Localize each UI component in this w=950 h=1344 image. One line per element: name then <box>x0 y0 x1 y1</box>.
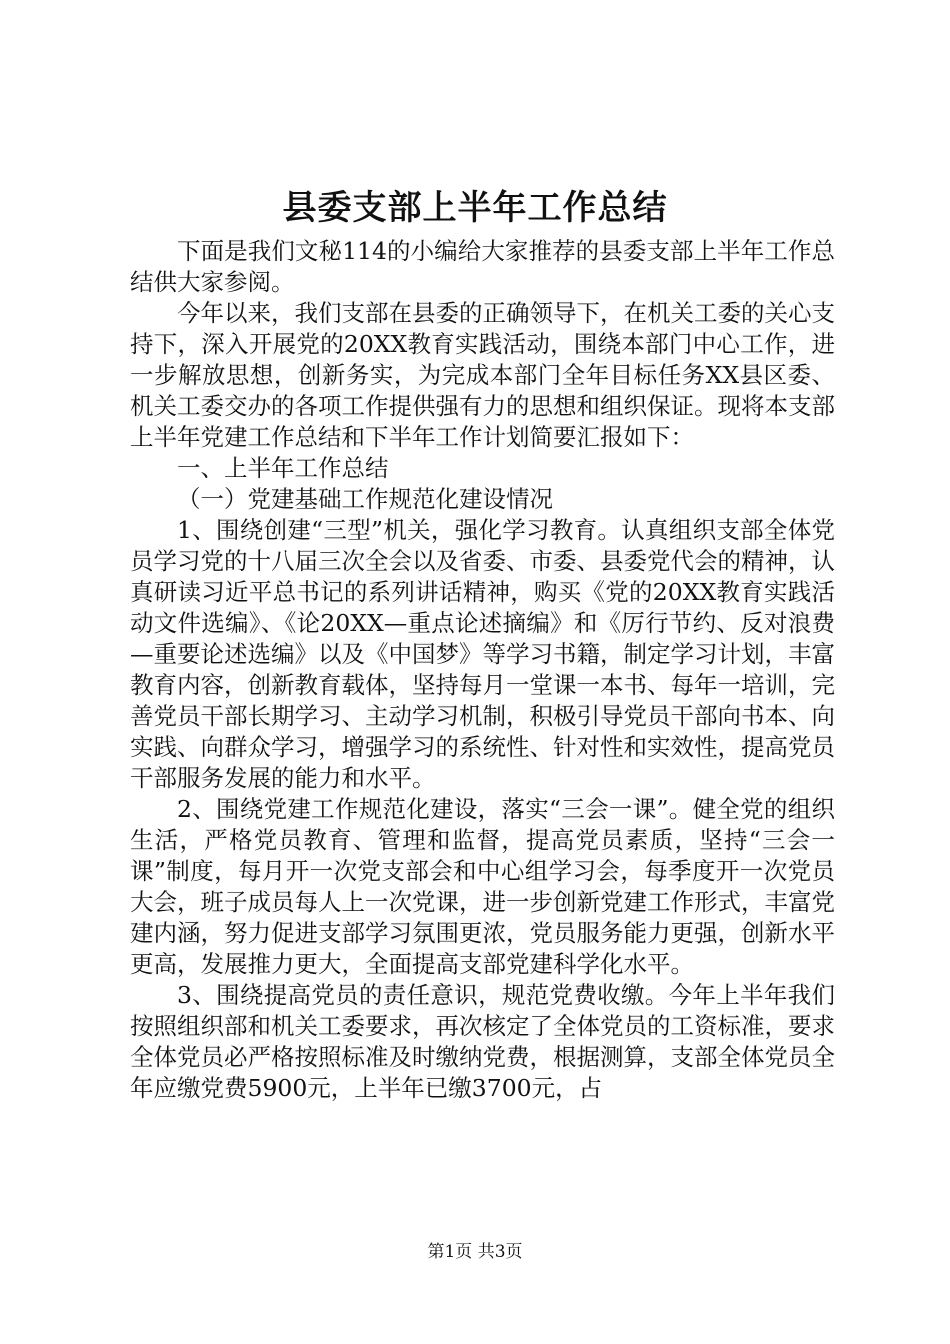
page-number-footer: 第1页 共3页 <box>427 1242 523 1262</box>
section-heading: 一、上半年工作总结 <box>177 454 389 482</box>
paragraph-item-3: 3、围绕提高党员的责任意识，规范党费收缴。今年上半年我们按照组织部和机关工委要求，再次核定了全体党员的工资标准，要求全体党员必严格按照标准及时缴纳党费，根据测算，支部全体党员全年应缴党费5900元，上半年已缴3700元，占 <box>130 981 835 1102</box>
paragraph-overview: 今年以来，我们支部在县委的正确领导下，在机关工委的关心支持下，深入开展党的20XX教育实践活动，围绕本部门中心工作，进一步解放思想，创新务实，为完成本部门全年目标任务XX县区委、机关工委交办的各项工作提供强有力的思想和组织保证。现将本支部上半年党建工作总结和下半年工作计划简要汇报如下： <box>130 299 835 451</box>
paragraph-intro: 下面是我们文秘114的小编给大家推荐的县委支部上半年工作总结供大家参阅。 <box>130 237 835 296</box>
paragraph-item-1: 1、围绕创建“三型”机关，强化学习教育。认真组织支部全体党员学习党的十八届三次全会以及省委、市委、县委党代会的精神，认真研读习近平总书记的系列讲话精神，购买《党的20XX教育实践活动文件选编》、《论20XX—重点论述摘编》和《厉行节约、反对浪费—重要论述选编》以及《中国梦》等学习书籍，制定学习计划，丰富教育内容，创新教育载体，坚持每月一堂课一本书、每年一培训，完善党员干部长期学习、主动学习机制，积极引导党员干部向书本、向实践、向群众学习，增强学习的系统性、针对性和实效性，提高党员干部服务发展的能力和水平。 <box>130 516 835 792</box>
document-title: 县委支部上半年工作总结 <box>282 188 668 228</box>
subsection-heading: （一）党建基础工作规范化建设情况 <box>177 485 553 513</box>
paragraph-item-2: 2、围绕党建工作规范化建设，落实“三会一课”。健全党的组织生活，严格党员教育、管理和监督，提高党员素质，坚持“三会一课”制度，每月开一次党支部会和中心组学习会，每季度开一次党员大会，班子成员每人上一次党课，进一步创新党建工作形式，丰富党建内涵，努力促进支部学习氛围更浓，党员服务能力更强，创新水平更高，发展推力更大，全面提高支部党建科学化水平。 <box>130 795 835 978</box>
document-body <box>130 236 835 1104</box>
